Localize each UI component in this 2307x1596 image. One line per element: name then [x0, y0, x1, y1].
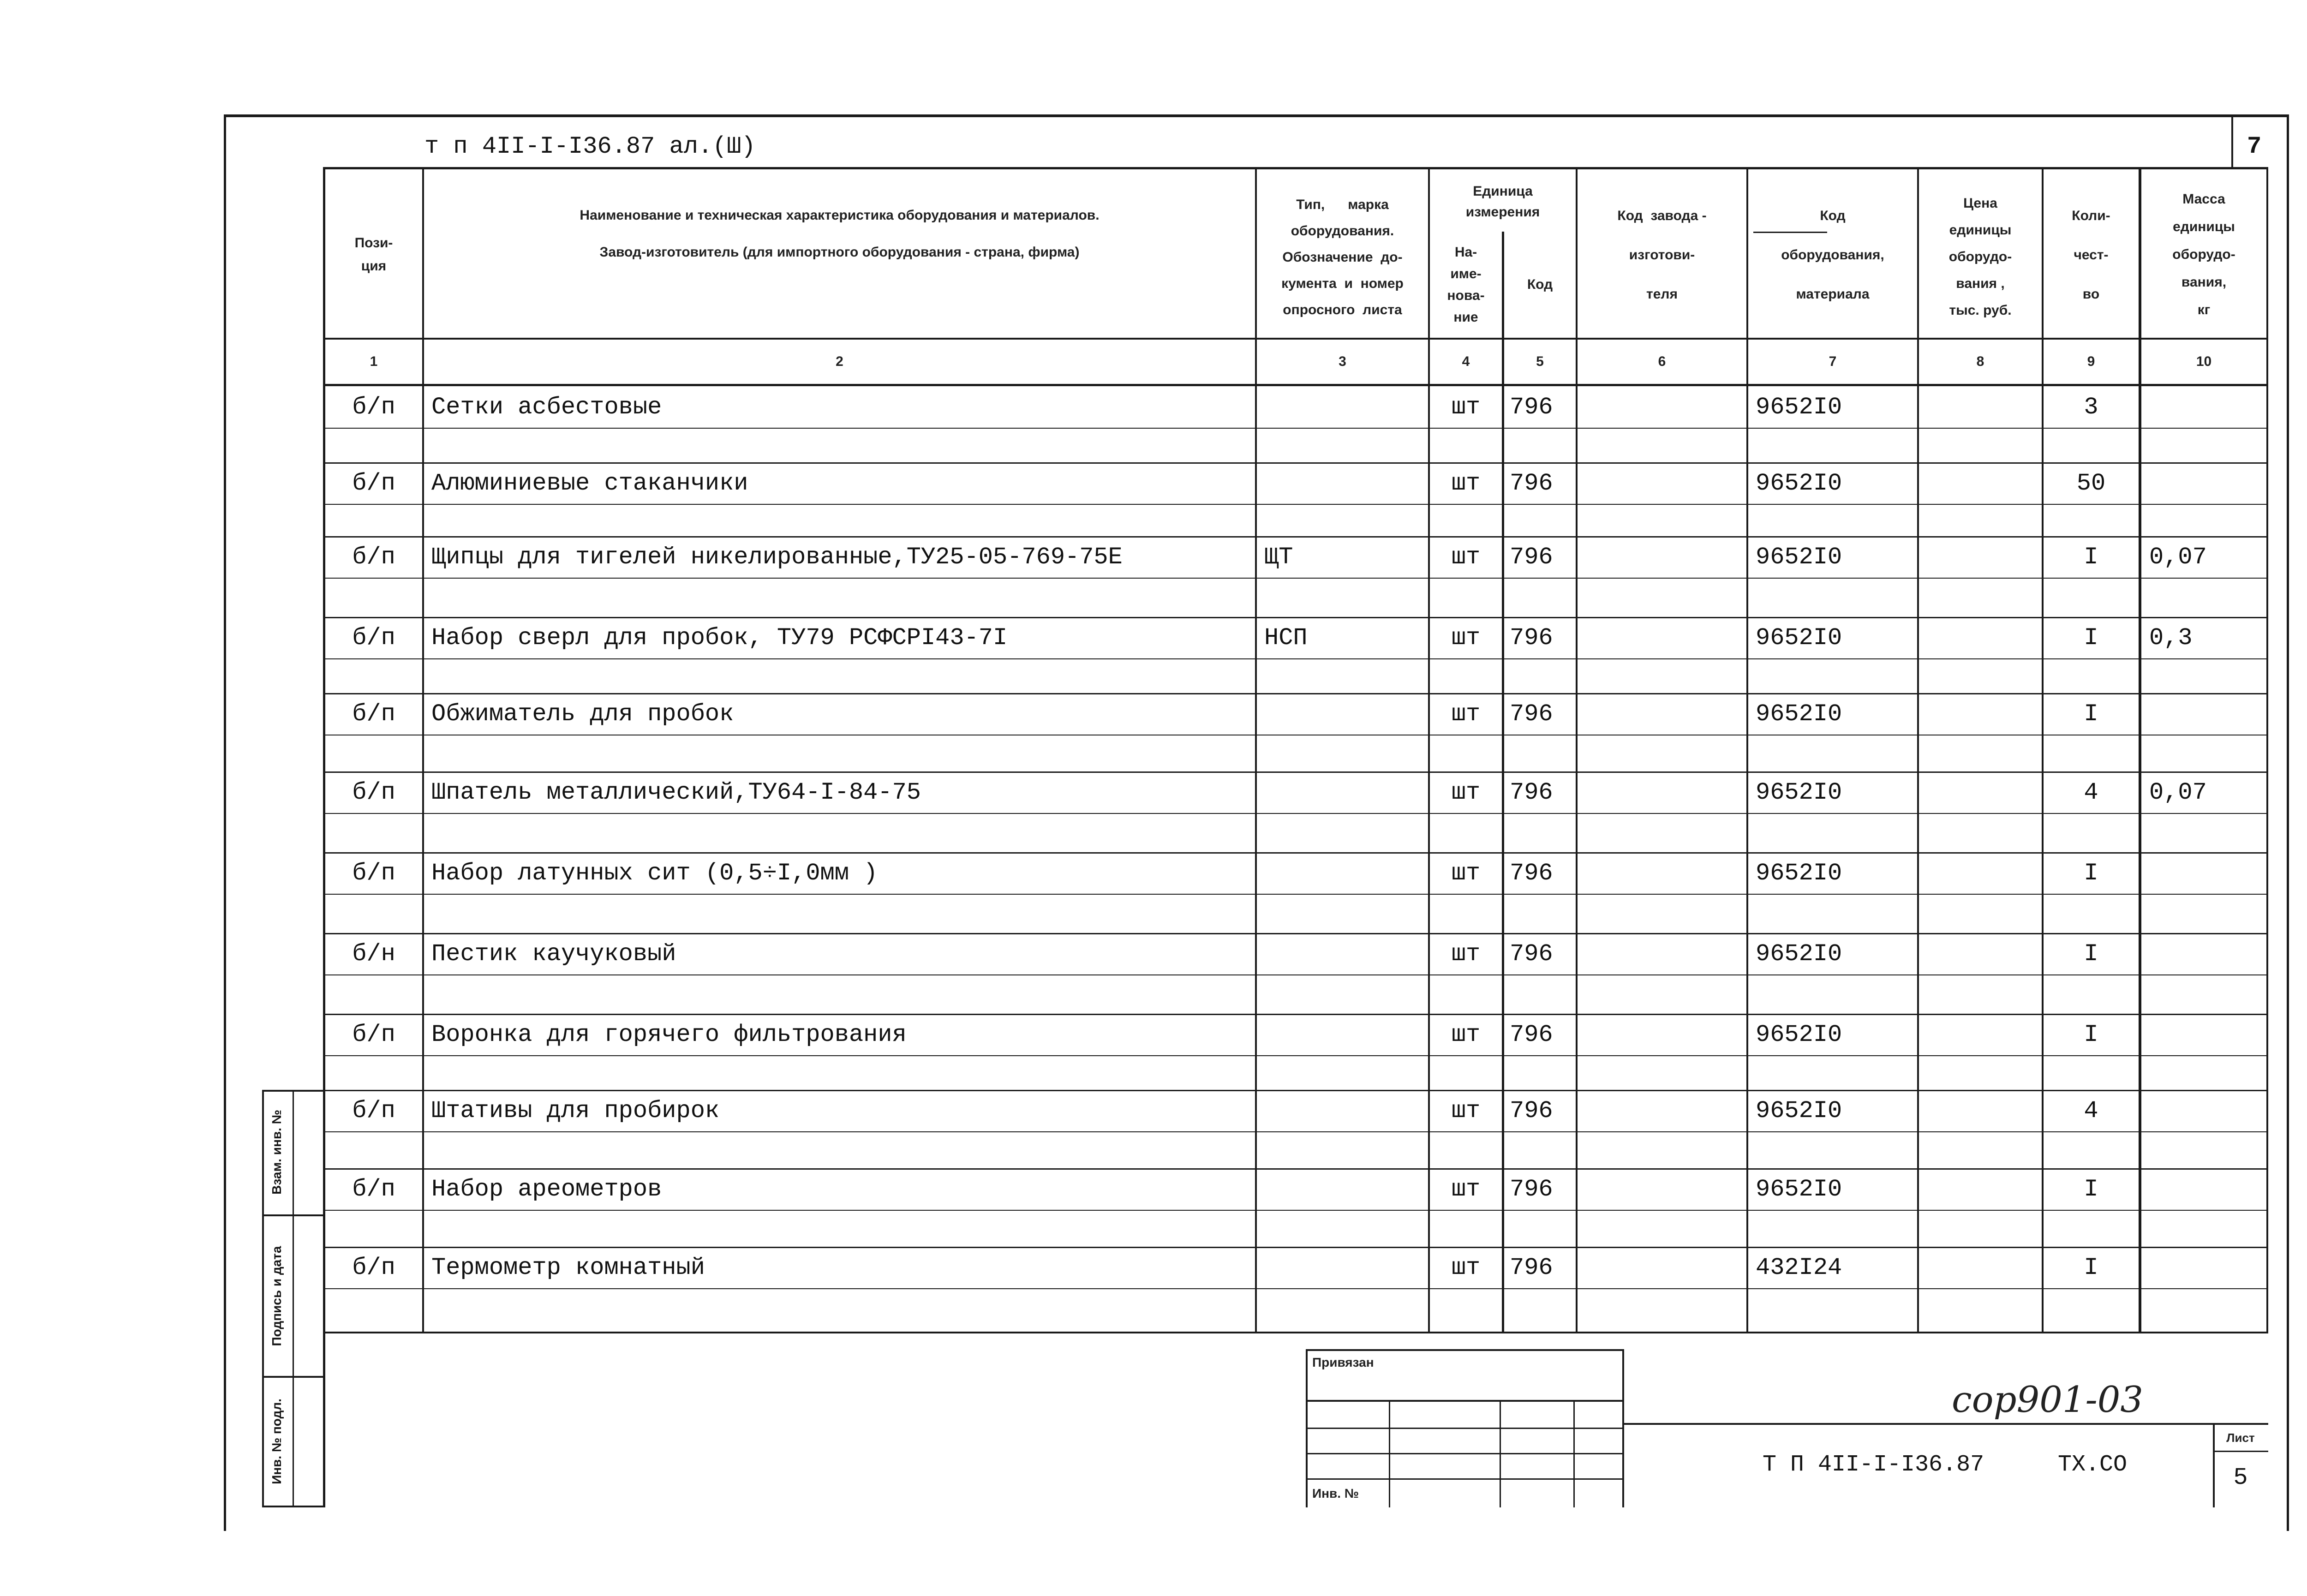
cell-type	[1264, 1014, 1426, 1055]
subrow-line	[323, 578, 2268, 579]
colnum-6: 6	[1658, 354, 1666, 369]
cell-pos: б/п	[352, 1097, 395, 1124]
cell-mass	[2149, 1247, 2266, 1288]
cell-equip-code: 9652I0	[1756, 624, 1842, 652]
cell-mass	[2149, 1014, 2266, 1055]
tb-vline1	[1389, 1400, 1390, 1507]
cell-name: Набор ареометров	[431, 1175, 662, 1203]
cell-pos: б/п	[352, 543, 395, 571]
subrow-line	[323, 658, 2268, 659]
cell-pos: б/п	[352, 778, 395, 806]
header-equip-code: Код оборудования, материала	[1781, 208, 1884, 302]
cell-equip-code: 9652I0	[1756, 469, 1842, 497]
table-bottom-line	[323, 1332, 2268, 1333]
header-qty: Коли- чест- во	[2072, 208, 2110, 302]
cell-mass	[2149, 1168, 2266, 1210]
cell-pos: б/п	[352, 1175, 395, 1203]
frame-right-line	[2287, 114, 2289, 1531]
cell-name: Обжиматель для пробок	[431, 700, 734, 728]
privyazan-label: Привязан	[1312, 1355, 1374, 1369]
cell-type	[1264, 771, 1426, 813]
tb-vline3	[1573, 1400, 1575, 1507]
cell-equip-code: 432I24	[1756, 1254, 1842, 1281]
cell-unit: шт	[1451, 393, 1481, 421]
cell-type	[1264, 386, 1426, 428]
cell-qty: I	[2084, 624, 2098, 652]
cell-type	[1264, 1168, 1426, 1210]
equipment-table	[323, 167, 2268, 1507]
cell-unit: шт	[1451, 778, 1481, 806]
cell-unit: шт	[1451, 1175, 1481, 1203]
cell-unit-code: 796	[1510, 543, 1553, 571]
cell-pos: б/п	[352, 859, 395, 887]
cell-equip-code: 9652I0	[1756, 1021, 1842, 1048]
col-line-10	[2266, 167, 2268, 1333]
colnum-2: 2	[836, 354, 843, 369]
sheet-number: 5	[2233, 1464, 2248, 1491]
cell-mass: 0,07	[2149, 778, 2207, 806]
stamp-podpis-label: Подпись и дата	[269, 1246, 284, 1346]
colnum-4: 4	[1462, 354, 1470, 369]
cell-qty: I	[2084, 940, 2098, 968]
cell-pos: б/п	[352, 469, 395, 497]
tb-row2	[1306, 1428, 1624, 1429]
cell-unit: шт	[1451, 469, 1481, 497]
cell-unit: шт	[1451, 859, 1481, 887]
subrow-line	[323, 974, 2268, 975]
cell-qty: 50	[2076, 469, 2106, 497]
cell-type	[1264, 1090, 1426, 1131]
side-stamp-mid	[293, 1090, 294, 1507]
cell-equip-code: 9652I0	[1756, 859, 1842, 887]
cell-type	[1264, 933, 1426, 974]
subrow-line	[323, 1288, 2268, 1289]
header-mass: Масса единицы оборудо- вания, кг	[2172, 191, 2235, 317]
cell-unit-code: 796	[1510, 1254, 1553, 1281]
side-stamp	[262, 1090, 323, 1507]
tb-main-top	[1624, 1423, 2268, 1425]
cell-mass	[2149, 852, 2266, 894]
stamp-inv-podl-label: Инв. № подл.	[269, 1399, 284, 1484]
header-name-line1: Наименование и техническая характеристика оборудования и материалов.	[580, 208, 1100, 223]
cell-name: Термометр комнатный	[431, 1254, 705, 1281]
cell-name: Штативы для пробирок	[431, 1097, 720, 1124]
cell-pos: б/п	[352, 1254, 395, 1281]
cell-equip-code: 9652I0	[1756, 700, 1842, 728]
cell-name: Набор латунных сит (0,5÷I,0мм )	[431, 859, 878, 887]
colnum-5: 5	[1536, 354, 1544, 369]
cell-mass: 0,3	[2149, 624, 2193, 652]
stamp-vzam-label: Взам. инв. №	[269, 1110, 284, 1195]
cell-type: ЩТ	[1264, 543, 1293, 571]
header-maker-code: Код завода - изготови- теля	[1617, 208, 1707, 302]
page-number: 7	[2247, 133, 2262, 160]
title-block	[1306, 1349, 2268, 1507]
cell-unit-code: 796	[1510, 1021, 1553, 1048]
cell-unit: шт	[1451, 1097, 1481, 1124]
cell-qty: 4	[2084, 778, 2098, 806]
cell-unit: шт	[1451, 1021, 1481, 1048]
cell-name: Пестик каучуковый	[431, 940, 676, 968]
tb-row4	[1306, 1478, 1624, 1480]
cell-unit: шт	[1451, 700, 1481, 728]
header-unit-code: Код	[1527, 277, 1553, 292]
header-price: Цена единицы оборудо- вания , тыс. руб.	[1948, 196, 2012, 318]
cell-unit-code: 796	[1510, 940, 1553, 968]
colnum-10: 10	[2196, 354, 2212, 369]
cell-type	[1264, 1247, 1426, 1288]
colnum-3: 3	[1339, 354, 1346, 369]
cell-qty: I	[2084, 1175, 2098, 1203]
cell-name: Воронка для горячего фильтрования	[431, 1021, 907, 1048]
page-number-box-line	[2231, 117, 2233, 168]
cell-name: Сетки асбестовые	[431, 393, 662, 421]
cell-mass	[2149, 462, 2266, 504]
header-unit-group: Единица измерения	[1465, 184, 1540, 220]
cell-equip-code: 9652I0	[1756, 1097, 1842, 1124]
cell-pos: б/п	[352, 393, 395, 421]
cell-mass	[2149, 386, 2266, 428]
subrow-line	[323, 1055, 2268, 1056]
cell-qty: I	[2084, 859, 2098, 887]
cell-mass	[2149, 693, 2266, 735]
cell-qty: I	[2084, 1254, 2098, 1281]
cell-equip-code: 9652I0	[1756, 940, 1842, 968]
subrow-line	[323, 428, 2268, 429]
cell-unit-code: 796	[1510, 1175, 1553, 1203]
subrow-line	[323, 504, 2268, 505]
tb-row1	[1306, 1400, 1624, 1402]
cell-qty: 3	[2084, 393, 2098, 421]
cell-unit-code: 796	[1510, 393, 1553, 421]
cell-mass	[2149, 1090, 2266, 1131]
cell-unit-code: 796	[1510, 778, 1553, 806]
cell-pos: б/п	[352, 1021, 395, 1048]
colnum-9: 9	[2087, 354, 2095, 369]
cell-name: Алюминиевые стаканчики	[431, 469, 748, 497]
cell-qty: 4	[2084, 1097, 2098, 1124]
inv-no-label: Инв. №	[1312, 1486, 1359, 1500]
cell-name: Щипцы для тигелей никелированные,ТУ25-05-769-75Е	[431, 543, 1123, 571]
cell-equip-code: 9652I0	[1756, 1175, 1842, 1203]
header-name-line2: Завод-изготовитель (для импортного оборудования - страна, фирма)	[599, 245, 1080, 260]
colnum-8: 8	[1976, 354, 1984, 369]
cell-qty: I	[2084, 700, 2098, 728]
cell-equip-code: 9652I0	[1756, 543, 1842, 571]
cell-unit-code: 796	[1510, 469, 1553, 497]
cell-type	[1264, 462, 1426, 504]
cell-qty: I	[2084, 1021, 2098, 1048]
cell-mass: 0,07	[2149, 543, 2207, 571]
subrow-line	[323, 1210, 2268, 1211]
cell-name: Шпатель металлический,ТУ64-I-84-75	[431, 778, 921, 806]
colnum-7: 7	[1829, 354, 1837, 369]
cell-equip-code: 9652I0	[1756, 393, 1842, 421]
cell-pos: б/п	[352, 700, 395, 728]
cell-unit: шт	[1451, 624, 1481, 652]
cell-equip-code: 9652I0	[1756, 778, 1842, 806]
header-unit-name: На- име- нова- ние	[1447, 245, 1485, 325]
cell-unit: шт	[1451, 940, 1481, 968]
colnum-1: 1	[370, 354, 378, 369]
subrow-line	[323, 894, 2268, 895]
subrow-line	[323, 813, 2268, 814]
subrow-line	[323, 1131, 2268, 1132]
frame-top-line	[224, 114, 2289, 117]
cell-mass	[2149, 933, 2266, 974]
doc-code-top: т п 4II-I-I36.87 ал.(Ш)	[424, 133, 756, 160]
cell-unit-code: 796	[1510, 700, 1553, 728]
side-stamp-left	[262, 1090, 264, 1507]
cell-type	[1264, 693, 1426, 735]
cell-type: НСП	[1264, 624, 1308, 652]
cell-unit: шт	[1451, 543, 1481, 571]
cell-unit-code: 796	[1510, 624, 1553, 652]
tb-row3	[1306, 1453, 1624, 1454]
header-type: Тип, марка оборудования. Обозначение до- кумента и номер опросного листа	[1281, 197, 1404, 317]
cell-qty: I	[2084, 543, 2098, 571]
cell-pos: б/н	[352, 940, 395, 968]
title-doc-code: Т П 4II-I-I36.87	[1763, 1451, 1984, 1478]
cell-unit: шт	[1451, 1254, 1481, 1281]
sheet-label: Лист	[2226, 1431, 2255, 1445]
cell-type	[1264, 852, 1426, 894]
handwritten-code: сор901-03	[1952, 1379, 2144, 1421]
cell-name: Набор сверл для пробок, ТУ79 РСФСРI43-7I	[431, 624, 1008, 652]
title-doc-suffix: ТХ.СО	[2058, 1451, 2128, 1478]
cell-unit-code: 796	[1510, 859, 1553, 887]
table-top-line	[323, 167, 2268, 169]
frame-left-line	[224, 114, 226, 1531]
header-position: Пози- ция	[354, 235, 393, 274]
tb-vline2	[1500, 1400, 1501, 1507]
cell-unit-code: 796	[1510, 1097, 1553, 1124]
cell-pos: б/п	[352, 624, 395, 652]
